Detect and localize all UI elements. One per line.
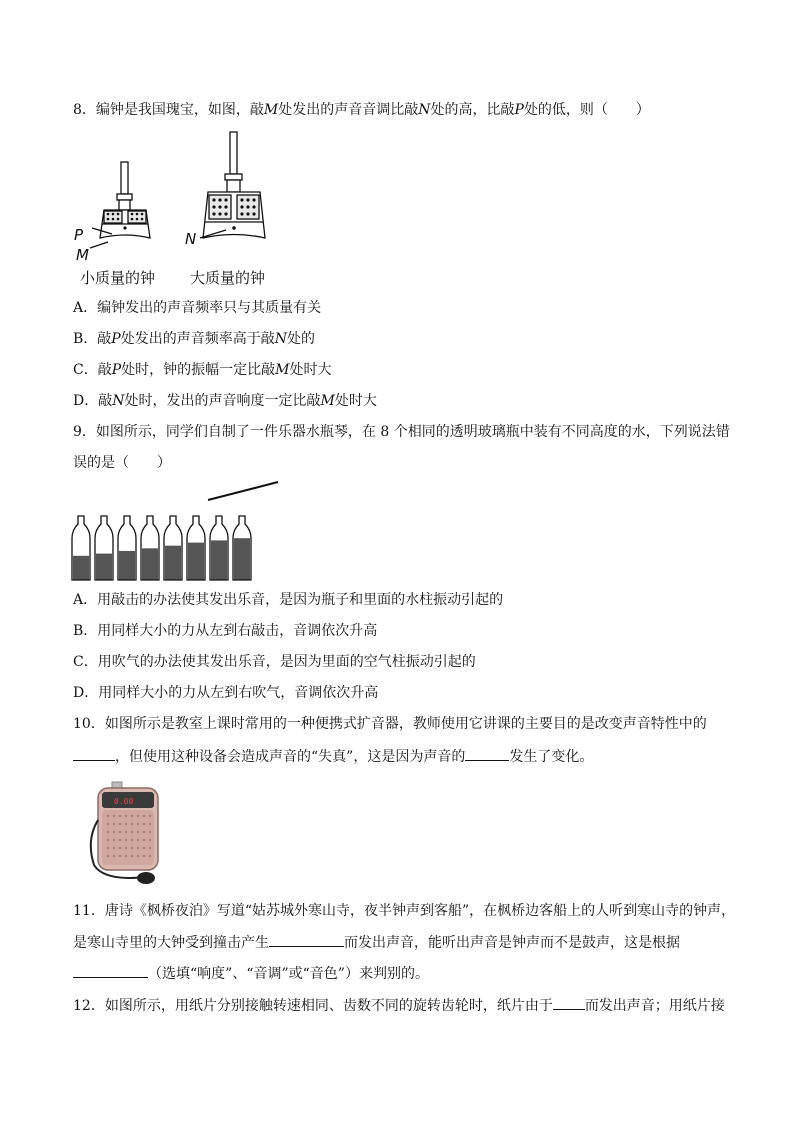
q9-stem-line2: 误的是（ ） <box>73 455 171 471</box>
bells-figure <box>70 130 290 260</box>
bottle <box>95 516 113 580</box>
striking-stick <box>208 482 278 500</box>
q11-line3 <box>73 963 429 984</box>
portable-amplifier-figure <box>84 780 174 890</box>
var-m: M <box>263 102 279 118</box>
answer-blank[interactable] <box>73 963 148 978</box>
q8-stem-text-c: 处的高，比敲 <box>430 102 515 118</box>
bottle <box>210 516 228 580</box>
q9-stem-line1: 9．如图所示，同学们自制了一件乐器水瓶琴，在 8 个相同的透明玻璃瓶中装有不同高度的水，下列说法错 <box>73 424 730 440</box>
q9-option-b: B．用同样大小的力从左到右敲击，音调依次升高 <box>73 623 378 639</box>
speaker-display: 0.00 <box>114 797 134 806</box>
var-n: N <box>112 393 125 409</box>
q8-b-pre: B．敲 <box>73 331 112 347</box>
q8-d-mid: 处时，发出的声音响度一定比敲 <box>124 393 321 409</box>
q10-line2-text-b: 发生了变化。 <box>509 749 594 765</box>
bottle <box>164 516 182 580</box>
q8-stem-text-a: 8．编钟是我国瑰宝，如图，敲 <box>73 102 264 118</box>
q8-option-d <box>73 391 377 411</box>
q10-line1: 10．如图所示是教室上课时常用的一种便携式扩音器，教师使用它讲课的主要目的是改变声音特性中的 <box>73 716 707 732</box>
q10-line2 <box>73 746 593 767</box>
var-p: P <box>111 331 121 347</box>
q12-line1-text-a: 12．如图所示，用纸片分别接触转速相同、齿数不同的旋转齿轮时，纸片由于 <box>73 998 553 1014</box>
q12-line1-text-b: 而发出声音；用纸片接 <box>584 998 725 1014</box>
answer-blank[interactable] <box>465 746 509 761</box>
bottle <box>118 516 136 580</box>
var-p: P <box>514 102 524 118</box>
q8-c-post: 处时大 <box>289 362 332 378</box>
q8-stem <box>73 100 650 120</box>
bell-label-p: P <box>74 226 84 244</box>
bottle <box>141 516 159 580</box>
bottle <box>72 516 90 580</box>
q8-b-mid: 处发出的声音频率高于敲 <box>120 331 275 347</box>
q12-line1 <box>73 995 725 1016</box>
q8-option-c <box>73 360 331 380</box>
large-bell <box>200 132 265 238</box>
q8-d-pre: D．敲 <box>73 393 113 409</box>
q8-option-a: A．编钟发出的声音频率只与其质量有关 <box>73 300 322 316</box>
q9-option-a: A．用敲击的办法使其发出乐音，是因为瓶子和里面的水柱振动引起的 <box>73 592 504 608</box>
var-p: P <box>111 362 122 378</box>
q11-line2-text-a: 是寒山寺里的大钟受到撞击产生 <box>73 935 269 951</box>
large-bell-caption: 大质量的钟 <box>190 269 266 287</box>
q8-b-post: 处的 <box>286 331 315 347</box>
q9-option-d: D．用同样大小的力从左到右吹气，音调依次升高 <box>73 685 379 701</box>
q11-line2-text-b: 而发出声音，能听出声音是钟声而不是鼓声，这是根据 <box>344 935 680 951</box>
q11-line3-text: （选填“响度”、“音调”或“音色”）来判别的。 <box>148 966 429 982</box>
var-m: M <box>275 362 290 378</box>
var-m: M <box>320 393 335 409</box>
small-bell <box>90 162 150 248</box>
q11-line2 <box>73 932 680 953</box>
answer-blank[interactable] <box>73 746 115 761</box>
q8-c-pre: C．敲 <box>73 362 112 378</box>
water-bottles-figure <box>70 478 285 583</box>
q8-c-mid: 处时，钟的振幅一定比敲 <box>121 362 276 378</box>
answer-blank[interactable] <box>269 932 344 947</box>
var-n: N <box>418 102 431 118</box>
answer-blank[interactable] <box>553 995 585 1010</box>
q8-d-post: 处时大 <box>334 393 377 409</box>
small-bell-caption: 小质量的钟 <box>80 269 156 287</box>
bottle <box>233 516 251 580</box>
q8-option-b <box>73 329 315 349</box>
var-n: N <box>274 331 287 347</box>
q11-line1: 11．唐诗《枫桥夜泊》写道“姑苏城外寒山寺，夜半钟声到客船”，在枫桥边客船上的人听到寒山寺的钟声， <box>73 903 736 919</box>
bottle <box>187 516 205 580</box>
bell-label-m: M <box>76 246 89 264</box>
q8-stem-text-b: 处发出的声音音调比敲 <box>278 102 419 118</box>
q8-stem-text-d: 处的低，则（ ） <box>523 102 650 118</box>
q9-option-c: C．用吹气的办法使其发出乐音，是因为里面的空气柱振动引起的 <box>73 654 476 670</box>
bell-label-n: N <box>185 230 197 248</box>
q10-line2-text-a: ，但使用这种设备会造成声音的“失真”，这是因为声音的 <box>115 749 466 765</box>
